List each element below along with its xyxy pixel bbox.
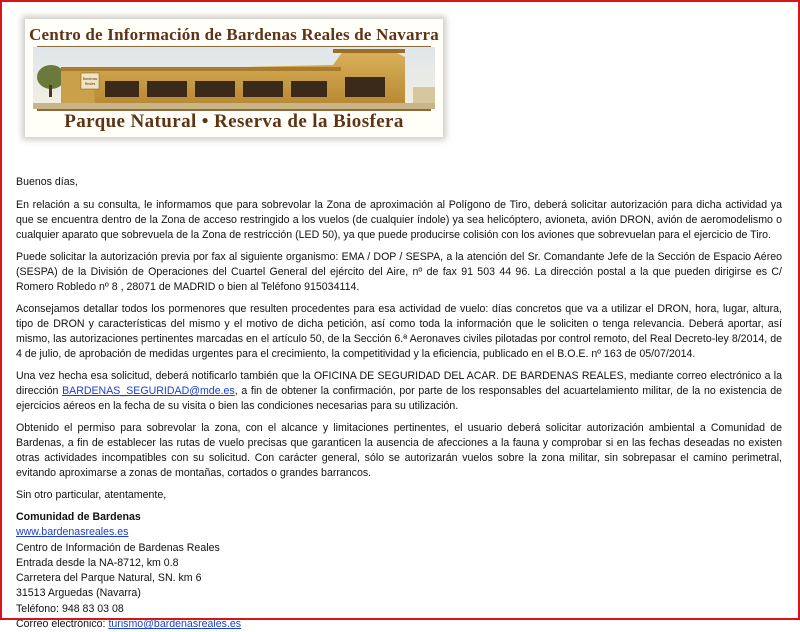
logo-subtitle: Parque Natural • Reserva de la Biosfera (64, 111, 404, 132)
paragraph-3: Aconsejamos detallar todos los pormenores que resulten procedentes para esa actividad de vuelo: días concretos que va a utilizar el DRON, hora, lugar, altura, tipo de DRON y características del mismo y el motivo de dicha petición, así como toda la información que le soliciten o tenga relevancia. Deberá aportar, así mismo, las autorizaciones pertinentes marcadas en el artículo 50, de la Sección 6.ª Aeronaves civiles pilotadas por control remoto, del Real Decreto-ley 8/2014, de 4 de julio, de aprobación de medidas urgentes para el crecimiento, la competitividad y la eficiencia, publicado en el B.O.E. nº 163 de 05/07/2014. (16, 303, 782, 360)
signature-org: Comunidad de Bardenas (16, 511, 141, 523)
signature-address-2: Carretera del Parque Natural, SN. km 6 (16, 572, 202, 585)
security-email-link[interactable]: BARDENAS_SEGURIDAD@mde.es (62, 385, 235, 397)
paragraph-2: Puede solicitar la autorización previa por fax al siguiente organismo: EMA / DOP / SESPA, a la atención del Sr. Comandante Jefe de la Sección de Espacio Aéreo (SESPA) de la División de Operaciones del Cuartel General del ejército del Aire, nº de fax 91 503 44 96. La dirección postal a la que pueden dirigirse es C/ Romero Robledo nº 8 , 28071 de MADRID o bien al Teléfono 915034114. (16, 251, 782, 293)
closing: Sin otro particular, atentamente, (16, 489, 167, 501)
tourism-email-link[interactable]: turismo@bardenasreales.es (108, 618, 242, 631)
signature-center: Centro de Información de Bardenas Reales (16, 541, 220, 554)
signature-address-3: 31513 Arguedas (Navarra) (16, 587, 141, 600)
signature-address-1: Entrada desde la NA-8712, km 0.8 (16, 556, 179, 569)
paragraph-5: Obtenido el permiso para sobrevolar la zona, con el alcance y limitaciones pertinentes, el usuario deberá solicitar autorización ambiental a Comunidad de Bardenas, a fin de establecer las rutas de vuelo precisas que garanticen la ausencia de afecciones a la fauna y comprobar si en las fechas deseadas no existen otras actividades incompatibles con su solicitud. Con carácter general, sólo se autorizarán vuelos sobre la zona militar, sin sobrepasar el camino perimetral, evitando aproximarse a zonas de montañas, cortados o grandes barrancos. (16, 422, 782, 479)
greeting: Buenos días, (16, 176, 78, 188)
paragraph-4-text-after: , a fin de obtener la confirmación, por parte de los responsables del acuartelamiento militar, de la no existencia de ejercicios aéreos en la fecha de su visita o bien las condiciones necesarias para su utilización. (16, 385, 782, 412)
logo-title: Centro de Información de Bardenas Reales de Navarra (29, 25, 439, 44)
signature-email-label: Correo electrónico: (16, 618, 109, 631)
building-sign-line1: Bardenas (82, 77, 98, 81)
building-sign-line2: Reales (84, 82, 96, 86)
website-link[interactable]: www.bardenasreales.es (16, 526, 129, 539)
paragraph-4-text-before: Una vez hecha esa solicitud, deberá notificarlo también que la OFICINA DE SEGURIDAD DEL ACAR. DE BARDENAS REALES, mediante correo electrónico a la dirección (16, 370, 782, 397)
signature-phone: Teléfono: 948 83 03 08 (16, 602, 124, 615)
paragraph-1: En relación a su consulta, le informamos que para sobrevolar la Zona de aproximación al Polígono de Tiro, deberá solicitar autorización para dicha actividad ya que se encuentra dentro de la Zona de acceso restringido a los vuelos (de cualquier índole) ya sea helicóptero, avioneta, avión DRON, avión de aeromodelismo o cualquier aparato que sobrevuela de la Zona de restricción (LED 50), ya que puede producirse colisión con los aviones que sobrevuelan para el ejercicio de Tiro. (16, 199, 782, 241)
